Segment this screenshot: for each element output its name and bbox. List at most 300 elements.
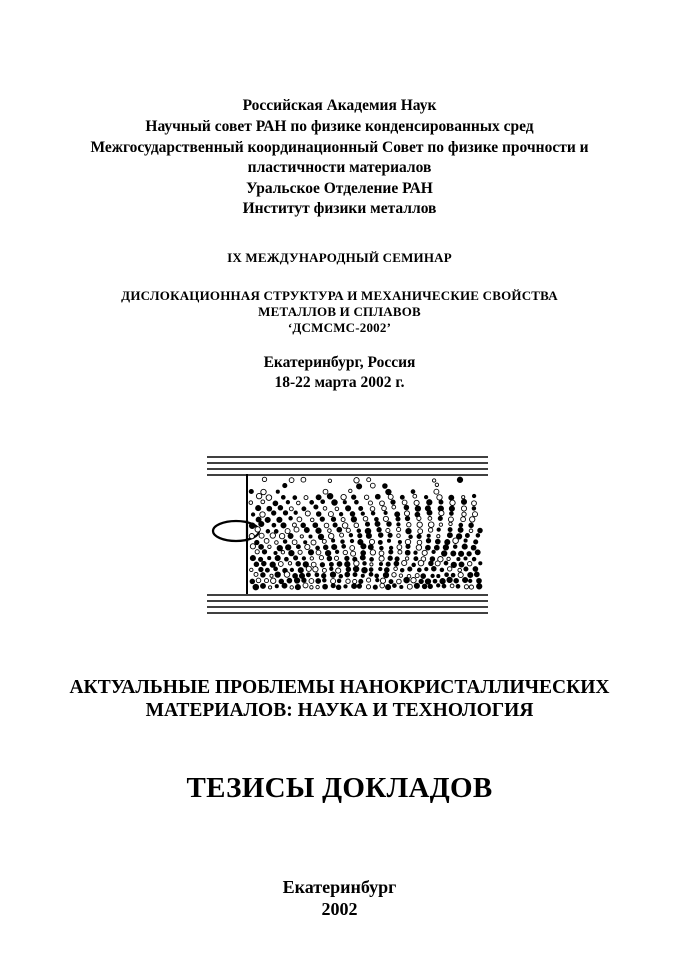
particle-dot xyxy=(355,500,359,504)
particle-dot xyxy=(362,567,368,573)
particle-dot xyxy=(454,578,459,583)
particle-dot xyxy=(419,579,423,583)
particle-dot xyxy=(447,577,452,582)
particle-dot xyxy=(309,579,314,584)
particle-dot xyxy=(450,500,455,505)
particle-dot xyxy=(469,529,473,533)
particle-dot xyxy=(321,500,325,504)
particle-dot xyxy=(417,540,422,545)
seminar-dates: 18-22 марта 2002 г. xyxy=(274,374,405,391)
particle-dot xyxy=(400,585,403,588)
particle-dot xyxy=(470,517,475,522)
particle-dot xyxy=(279,533,284,538)
theme-line1: АКТУАЛЬНЫЕ ПРОБЛЕМЫ НАНОКРИСТАЛЛИЧЕСКИХ xyxy=(69,677,610,698)
particle-dot xyxy=(432,550,435,553)
particle-dot xyxy=(329,533,334,538)
particle-dot xyxy=(449,522,452,525)
particle-dot xyxy=(405,516,409,520)
particle-dot xyxy=(328,512,333,517)
particle-dot xyxy=(386,489,391,494)
particle-dot xyxy=(426,545,431,550)
particle-dot xyxy=(394,567,398,571)
particle-dot xyxy=(473,567,478,572)
particle-dot xyxy=(351,551,356,556)
particle-dot xyxy=(409,535,413,539)
organization-line: Российская Академия Наук xyxy=(242,97,437,114)
particle-dot xyxy=(440,568,444,572)
particle-dot xyxy=(249,523,255,529)
particle-dot xyxy=(398,550,402,554)
particle-dot xyxy=(406,528,411,533)
particle-dot xyxy=(433,579,437,583)
particle-dot xyxy=(414,583,419,588)
seminar-title: IX МЕЖДУНАРОДНЫЙ СЕМИНАР xyxy=(227,250,452,265)
particle-dot xyxy=(250,544,255,549)
particle-dot xyxy=(417,534,421,538)
particle-dot xyxy=(340,533,344,537)
particle-dot xyxy=(442,584,446,588)
particle-dot xyxy=(472,507,476,511)
particle-dot xyxy=(415,574,419,578)
particle-dot xyxy=(276,490,279,493)
particle-dot xyxy=(261,489,266,494)
theme-line2: МАТЕРИАЛОВ: НАУКА И ТЕХНОЛОГИЯ xyxy=(145,700,534,721)
particle-dot xyxy=(290,568,293,571)
particle-dot xyxy=(346,506,351,511)
particle-dot xyxy=(464,567,468,571)
particle-dot xyxy=(259,533,264,538)
particle-dot xyxy=(397,545,402,550)
particle-dot xyxy=(320,517,324,521)
particle-dot xyxy=(437,528,440,531)
particle-dot xyxy=(437,495,442,500)
particle-dot xyxy=(417,568,421,572)
particle-dot xyxy=(432,479,435,482)
particle-dot xyxy=(330,572,335,577)
particle-dot xyxy=(329,562,333,566)
particle-dot xyxy=(350,512,355,517)
particle-dot xyxy=(388,556,392,560)
particle-dot xyxy=(320,563,324,567)
particle-dot xyxy=(310,557,313,560)
particle-dot xyxy=(316,528,321,533)
particle-dot xyxy=(330,567,333,570)
particle-dot xyxy=(308,550,313,555)
particle-dot xyxy=(332,544,337,549)
particle-dot xyxy=(411,578,416,583)
particle-dot xyxy=(461,517,466,522)
particle-dot xyxy=(328,479,331,482)
particle-dot xyxy=(371,512,375,516)
particle-dot xyxy=(349,534,352,537)
particle-dot xyxy=(395,512,400,517)
particle-dot xyxy=(451,562,456,567)
particle-dot xyxy=(389,550,393,554)
particle-dot xyxy=(274,567,278,571)
particle-dot xyxy=(416,545,421,550)
particle-dot xyxy=(316,546,320,550)
particle-dot xyxy=(255,527,260,532)
particle-dot xyxy=(345,556,349,560)
particle-dot xyxy=(397,523,400,526)
particle-dot xyxy=(396,517,400,521)
particle-dot xyxy=(435,561,440,566)
particle-dot xyxy=(262,477,266,481)
particle-dot xyxy=(272,511,276,515)
particle-dot xyxy=(465,534,469,538)
particle-dot xyxy=(399,574,402,577)
particle-dot xyxy=(458,572,463,577)
particle-dot xyxy=(250,568,253,571)
particle-dot xyxy=(468,562,472,566)
particle-dot xyxy=(270,533,275,538)
particle-dot xyxy=(415,506,420,511)
particle-dot xyxy=(261,583,266,588)
particle-dot xyxy=(363,562,367,566)
particle-dot xyxy=(323,579,327,583)
particle-dot xyxy=(386,528,390,532)
particle-dot xyxy=(346,528,350,532)
particle-dot xyxy=(408,567,412,571)
particle-dot xyxy=(270,574,273,577)
particle-dot xyxy=(414,500,419,505)
particle-dot xyxy=(370,507,375,512)
particle-dot xyxy=(475,550,480,555)
particle-dot xyxy=(310,518,314,522)
particle-dot xyxy=(400,568,404,572)
particle-dot xyxy=(380,583,385,588)
particle-dot xyxy=(388,533,392,537)
particle-dot xyxy=(339,574,343,578)
particle-dot xyxy=(333,523,337,527)
particle-dot xyxy=(287,578,292,583)
particle-dot xyxy=(256,578,261,583)
particle-dot xyxy=(357,484,362,489)
particle-dot xyxy=(305,511,310,516)
particle-dot xyxy=(453,545,457,549)
particle-dot xyxy=(432,566,437,571)
particle-dot xyxy=(304,496,308,500)
particle-dot xyxy=(302,578,306,582)
particle-dot xyxy=(319,556,323,560)
particle-dot xyxy=(337,527,342,532)
particle-dot xyxy=(389,546,392,549)
particle-dot xyxy=(427,500,432,505)
particle-dot xyxy=(318,534,323,539)
particle-dot xyxy=(281,523,286,528)
particle-dot xyxy=(363,517,368,522)
particle-dot xyxy=(359,579,363,583)
particle-dot xyxy=(384,568,389,573)
particle-dot xyxy=(327,493,333,499)
particle-dot xyxy=(302,557,305,560)
particle-dot xyxy=(306,573,310,577)
particle-dot xyxy=(375,494,380,499)
particle-dot xyxy=(458,568,462,572)
particle-dot xyxy=(361,574,364,577)
particle-dot xyxy=(345,572,350,577)
particle-dot xyxy=(395,557,399,561)
particle-dot xyxy=(457,477,462,482)
particle-dot xyxy=(314,505,318,509)
particle-dot xyxy=(364,495,368,499)
particle-dot xyxy=(448,528,452,532)
particle-dot xyxy=(259,567,263,571)
particle-dot xyxy=(463,577,468,582)
particle-dot xyxy=(459,562,464,567)
particle-dot xyxy=(389,580,393,584)
particle-dot xyxy=(350,546,355,551)
particle-dot xyxy=(313,567,318,572)
particle-dot xyxy=(294,556,298,560)
particle-dot xyxy=(262,561,267,566)
particle-dot xyxy=(402,560,407,565)
particle-dot xyxy=(255,540,259,544)
particle-dot xyxy=(369,573,373,577)
particle-dot xyxy=(289,507,293,511)
particle-dot xyxy=(370,558,374,562)
imprint-city: Екатеринбург xyxy=(282,877,397,897)
particle-dot xyxy=(343,550,347,554)
particle-dot xyxy=(342,523,348,529)
particle-dot xyxy=(260,512,265,517)
particle-dot xyxy=(261,573,266,578)
particle-dot xyxy=(310,586,313,589)
particle-dot xyxy=(337,562,342,567)
particle-dot xyxy=(437,584,440,587)
particle-dot xyxy=(332,539,335,542)
particle-dot xyxy=(428,584,432,588)
particle-dot xyxy=(296,545,300,549)
seminar-location: Екатеринбург, Россия xyxy=(263,354,416,371)
particle-dot xyxy=(322,568,326,572)
particle-dot xyxy=(448,567,452,571)
particle-dot xyxy=(262,550,266,554)
particle-dot xyxy=(405,557,408,560)
organization-line: Уральское Отделение РАН xyxy=(246,180,433,197)
particle-dot xyxy=(266,530,270,534)
particle-dot xyxy=(249,501,253,505)
particle-dot xyxy=(462,496,465,499)
document-type-heading: ТЕЗИСЫ ДОКЛАДОВ xyxy=(186,772,493,804)
particle-dot xyxy=(453,538,459,544)
particle-dot xyxy=(353,573,357,577)
particle-dot xyxy=(380,578,385,583)
particle-dot xyxy=(309,535,312,538)
particle-dot xyxy=(472,494,475,497)
particle-dot xyxy=(440,579,445,584)
particle-dot xyxy=(346,579,350,583)
particle-dot xyxy=(369,539,374,544)
particle-dot xyxy=(331,584,335,588)
particle-dot xyxy=(406,544,410,548)
particle-dot xyxy=(275,541,279,545)
particle-dot xyxy=(293,496,297,500)
particle-dot xyxy=(341,518,345,522)
particle-dot xyxy=(344,585,347,588)
particle-dot xyxy=(266,495,272,501)
particle-dot xyxy=(274,530,278,534)
particle-dot xyxy=(335,507,339,511)
particle-dot xyxy=(264,539,269,544)
particle-dot xyxy=(367,578,371,582)
particle-dot xyxy=(414,557,418,561)
particle-dot xyxy=(323,545,328,550)
particle-dot xyxy=(467,552,471,556)
particle-dot xyxy=(459,523,463,527)
particle-dot xyxy=(469,523,474,528)
particle-dot xyxy=(383,484,388,489)
particle-dot xyxy=(384,511,387,514)
particle-dot xyxy=(421,574,426,579)
particle-dot xyxy=(323,507,327,511)
particle-dot xyxy=(351,517,356,522)
particle-dot xyxy=(313,523,318,528)
particle-dot xyxy=(391,500,395,504)
particle-dot xyxy=(439,500,443,504)
particle-dot xyxy=(366,533,371,538)
particle-dot xyxy=(316,585,319,588)
particle-dot xyxy=(269,586,272,589)
particle-dot xyxy=(461,506,466,511)
particle-dot xyxy=(370,550,375,555)
organization-line: Научный совет РАН по физике конденсированных сред xyxy=(145,118,534,135)
particle-dot xyxy=(444,561,448,565)
particle-dot xyxy=(435,539,440,544)
particle-dot xyxy=(342,545,346,549)
particle-dot xyxy=(357,529,361,533)
particle-dot xyxy=(412,563,416,567)
particle-dot xyxy=(456,584,460,588)
particle-dot xyxy=(418,560,424,566)
particle-dot xyxy=(375,521,380,526)
particle-dot xyxy=(250,579,255,584)
seminar-name-line2: МЕТАЛЛОВ И СПЛАВОВ xyxy=(258,304,421,319)
particle-field xyxy=(249,477,482,590)
particle-dot xyxy=(376,578,379,581)
particle-dot xyxy=(405,550,410,555)
particle-dot xyxy=(407,584,412,589)
particle-dot xyxy=(345,562,350,567)
particle-dot xyxy=(477,584,482,589)
particle-dot xyxy=(471,545,476,550)
particle-dot xyxy=(357,584,361,588)
particle-dot xyxy=(397,527,401,531)
particle-dot xyxy=(442,551,447,556)
particle-dot xyxy=(298,550,302,554)
particle-dot xyxy=(461,499,466,504)
particle-dot xyxy=(256,493,261,498)
particle-dot xyxy=(285,529,290,534)
particle-dot xyxy=(300,535,303,538)
particle-dot xyxy=(359,507,363,511)
particle-dot xyxy=(334,556,338,560)
particle-dot xyxy=(281,551,284,554)
particle-dot xyxy=(457,558,460,561)
particle-dot xyxy=(434,545,439,550)
particle-dot xyxy=(259,557,263,561)
particle-dot xyxy=(268,545,271,548)
particle-dot xyxy=(315,573,319,577)
particle-dot xyxy=(422,584,427,589)
particle-dot xyxy=(368,501,372,505)
particle-dot xyxy=(430,557,435,562)
particle-dot xyxy=(377,528,381,532)
particle-dot xyxy=(380,546,384,550)
imprint-year: 2002 xyxy=(321,899,358,919)
particle-dot xyxy=(349,489,352,492)
particle-dot xyxy=(323,489,328,494)
particle-dot xyxy=(275,572,280,577)
particle-dot xyxy=(254,562,259,567)
particle-dot xyxy=(284,572,290,578)
particle-dot xyxy=(404,505,409,510)
particle-dot xyxy=(402,500,407,505)
particle-dot xyxy=(283,540,287,544)
particle-dot xyxy=(328,529,332,533)
particle-dot xyxy=(378,540,382,544)
particle-dot xyxy=(478,528,483,533)
particle-dot xyxy=(435,483,438,486)
particle-dot xyxy=(255,550,259,554)
particle-dot xyxy=(397,579,402,584)
particle-dot xyxy=(316,579,321,584)
particle-dot xyxy=(387,539,390,542)
particle-dot xyxy=(469,579,472,582)
particle-dot xyxy=(316,550,321,555)
particle-dot xyxy=(392,505,396,509)
particle-dot xyxy=(459,551,464,556)
particle-dot xyxy=(477,578,482,583)
particle-dot xyxy=(265,579,269,583)
particle-dot xyxy=(458,527,463,532)
particle-dot xyxy=(253,584,259,590)
particle-dot xyxy=(379,556,384,561)
particle-dot xyxy=(327,556,332,561)
particle-dot xyxy=(275,556,280,561)
particle-dot xyxy=(472,501,477,506)
particle-dot xyxy=(418,529,423,534)
particle-dot xyxy=(383,572,388,577)
particle-dot xyxy=(274,551,277,554)
particle-dot xyxy=(354,523,359,528)
particle-dot xyxy=(353,579,357,583)
particle-dot xyxy=(302,507,306,511)
particle-dot xyxy=(297,517,302,522)
particle-dot xyxy=(268,557,271,560)
top-rail-lines xyxy=(207,457,488,475)
particle-dot xyxy=(297,501,301,505)
particle-dot xyxy=(443,545,448,550)
particle-dot xyxy=(288,534,293,539)
particle-dot xyxy=(380,501,385,506)
particle-dot xyxy=(277,517,282,522)
particle-dot xyxy=(434,489,439,494)
particle-dot xyxy=(417,522,422,527)
particle-dot xyxy=(464,557,467,560)
particle-dot xyxy=(346,567,351,572)
particle-dot xyxy=(431,574,434,577)
particle-dot xyxy=(379,567,382,570)
particle-dot xyxy=(311,540,316,545)
particle-dot xyxy=(469,585,473,589)
particle-dot xyxy=(367,478,371,482)
particle-dot xyxy=(462,544,467,549)
organization-line: пластичности материалов xyxy=(247,159,432,176)
particle-dot xyxy=(378,533,383,538)
particle-dot xyxy=(379,551,384,556)
particle-dot xyxy=(352,584,357,589)
